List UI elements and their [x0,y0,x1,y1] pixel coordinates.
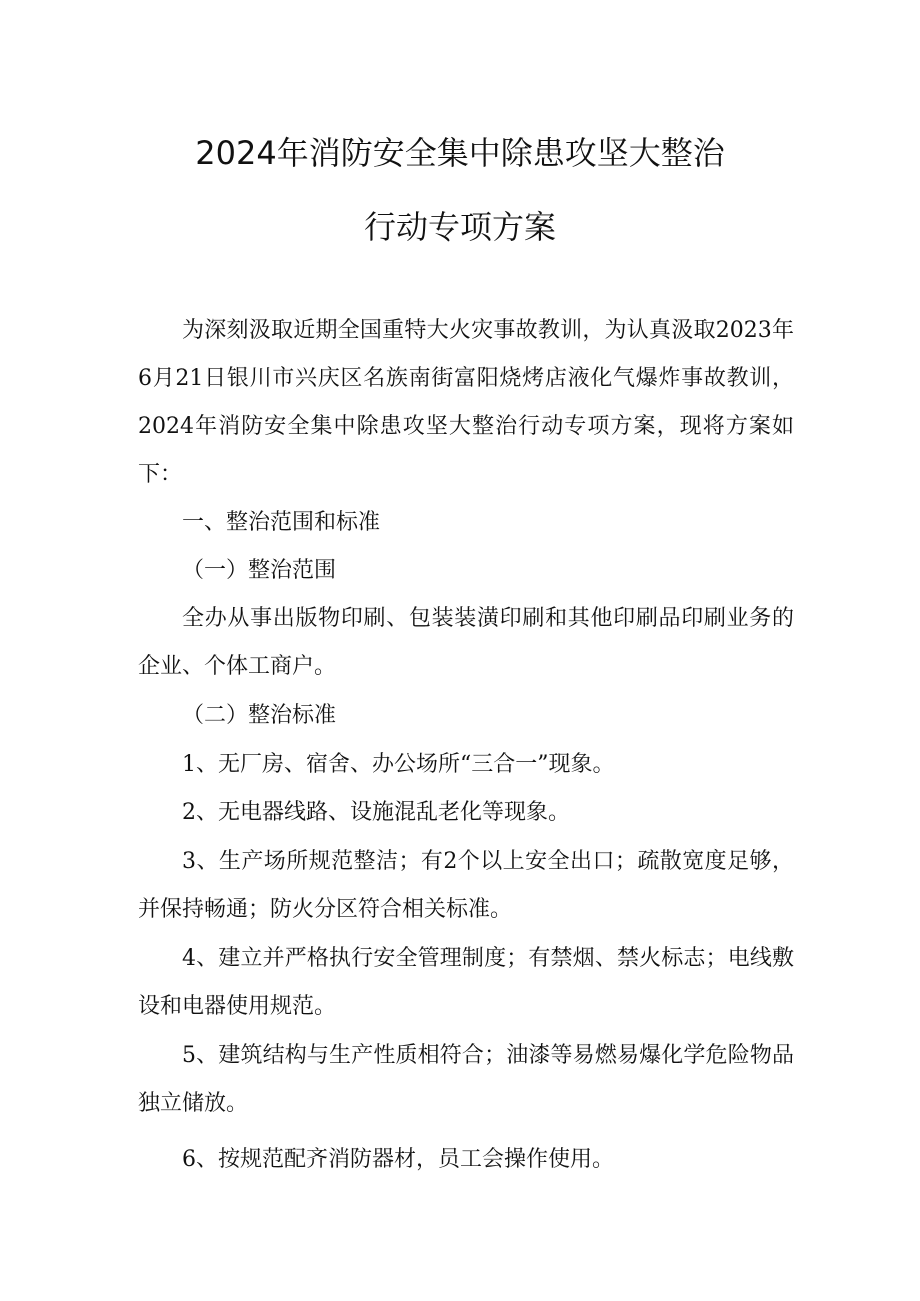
standard-item-4: 4、建立并严格执行安全管理制度；有禁烟、禁火标志；电线敷设和电器使用规范。 [138,946,794,1019]
subsection-heading-2: （二）整治标准 [182,703,337,728]
document-title-line-2: 行动专项方案 [363,208,556,246]
intro-paragraph: 为深刻汲取近期全国重特大火灾事故教训，为认真汲取2023年6月21日银川市兴庆区名族南街富阳烧烤店液化气爆炸事故教训，2024年消防安全集中除患攻坚大整治行动专项方案，现将方案如下： [138,318,794,487]
standard-item-1: 1、无厂房、宿舍、办公场所“三合一”现象。 [182,752,615,777]
subsection-heading-1: （一）整治范围 [182,558,337,583]
standard-item-2: 2、无电器线路、设施混乱老化等现象。 [182,800,570,825]
standard-item-3: 3、生产场所规范整洁；有2个以上安全出口；疏散宽度足够，并保持畅通；防火分区符合相关标准。 [138,849,794,922]
section-heading-1: 一、整治范围和标准 [182,510,381,535]
subsection-body-1: 全办从事出版物印刷、包装装潢印刷和其他印刷品印刷业务的企业、个体工商户。 [138,606,794,679]
standard-item-5: 5、建筑结构与生产性质相符合；油漆等易燃易爆化学危险物品独立储放。 [138,1043,794,1116]
document-title-line-1: 2024年消防安全集中除患攻坚大整治 [195,134,725,172]
standard-item-6: 6、按规范配齐消防器材，员工会操作使用。 [182,1147,614,1172]
